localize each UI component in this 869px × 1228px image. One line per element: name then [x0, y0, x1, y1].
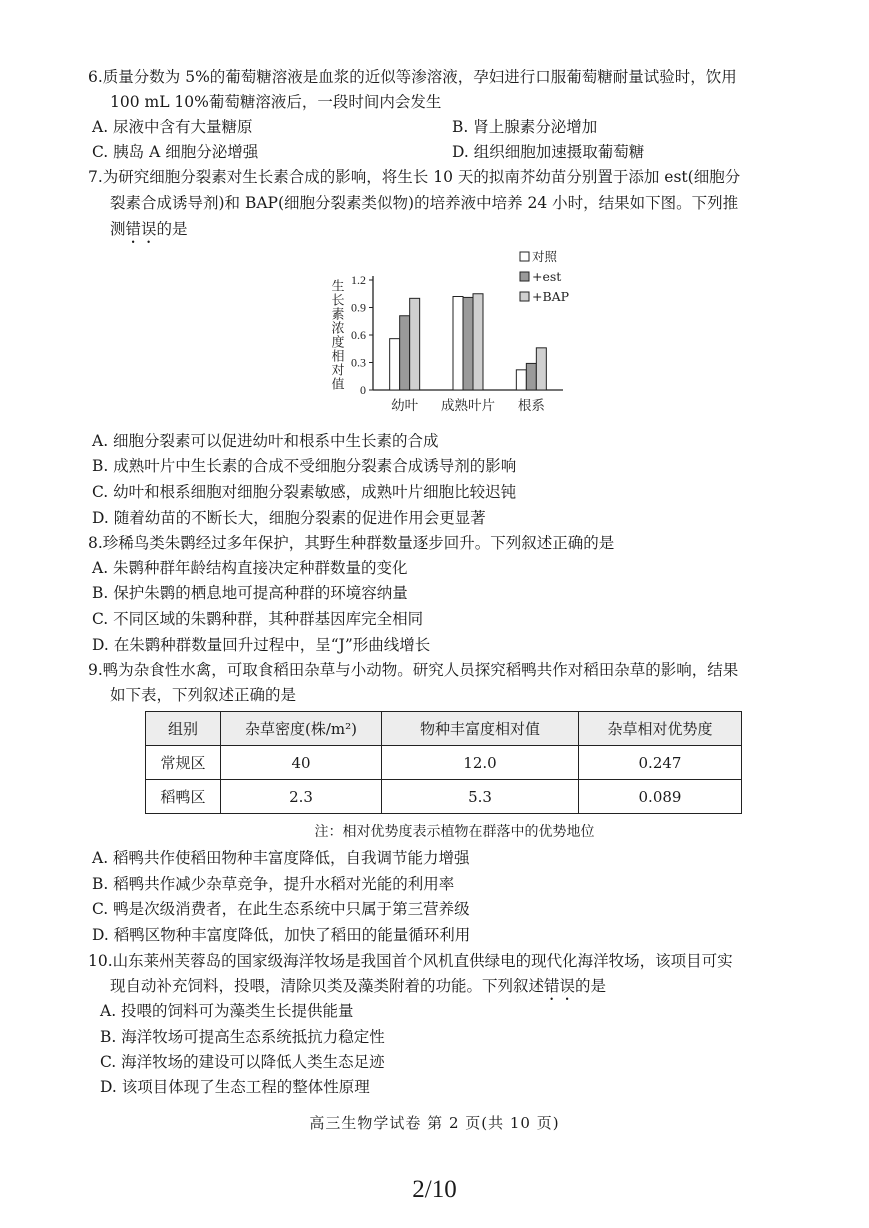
page-number: 2/10 — [412, 1176, 457, 1203]
y-tick-label: 0 — [360, 383, 366, 397]
page-footer: 高三生物学试卷 第 2 页(共 10 页) — [309, 1114, 560, 1132]
table-cell: 12.0 — [382, 746, 579, 780]
x-tick-label: 幼叶 — [391, 398, 419, 414]
q9-option-b[interactable]: B. 稻鸭共作减少杂草竞争，提升水稻对光能的利用率 — [92, 875, 455, 893]
y-tick-label: 1.2 — [351, 273, 366, 287]
q8-option-a[interactable]: A. 朱鹮种群年龄结构直接决定种群数量的变化 — [92, 559, 408, 577]
q7-stem-line1: 7.为研究细胞分裂素对生长素合成的影响，将生长 10 天的拟南芥幼苗分别置于添加 est(细胞分 — [88, 168, 741, 186]
q10-stem-line2: 现自动补充饲料，投喂，清除贝类及藻类附着的功能。下列叙述错误的是 — [110, 977, 607, 995]
bar — [400, 316, 410, 390]
q9-option-d[interactable]: D. 稻鸭区物种丰富度降低，加快了稻田的能量循环利用 — [92, 926, 471, 944]
table-header-cell: 物种丰富度相对值 — [382, 712, 579, 746]
q7-option-b[interactable]: B. 成熟叶片中生长素的合成不受细胞分裂素合成诱导剂的影响 — [92, 457, 517, 475]
bar — [536, 348, 546, 390]
q10-option-c[interactable]: C. 海洋牧场的建设可以降低人类生态足迹 — [100, 1053, 385, 1071]
bar — [390, 339, 400, 390]
q7-stem-line2: 裂素合成诱导剂)和 BAP(细胞分裂素类似物)的培养液中培养 24 小时，结果如下图。下列推 — [110, 194, 739, 212]
table-header-row — [146, 712, 742, 746]
weed-data-table — [145, 711, 742, 814]
table-cell: 5.3 — [382, 780, 579, 814]
legend-swatch — [520, 252, 529, 261]
bar — [463, 297, 473, 390]
table-header-cell: 杂草密度(株/m²) — [221, 712, 382, 746]
q7-option-d[interactable]: D. 随着幼苗的不断长大，细胞分裂素的促进作用会更显著 — [92, 509, 486, 527]
table-cell: 40 — [221, 746, 382, 780]
q9-stem-line2: 如下表，下列叙述正确的是 — [110, 686, 297, 704]
bar — [526, 363, 536, 390]
legend-swatch — [520, 272, 529, 281]
table-cell: 常规区 — [146, 746, 221, 780]
q8-stem: 8.珍稀鸟类朱鹮经过多年保护，其野生种群数量逐步回升。下列叙述正确的是 — [88, 534, 615, 552]
q6-stem-line2: 100 mL 10%葡萄糖溶液后，一段时间内会发生 — [110, 93, 442, 111]
q7-option-c[interactable]: C. 幼叶和根系细胞对细胞分裂素敏感，成熟叶片细胞比较迟钝 — [92, 483, 517, 501]
q7-stem-line3: 测错误的是 — [110, 220, 188, 238]
legend-label: 对照 — [532, 249, 558, 264]
x-tick-label: 根系 — [517, 398, 545, 414]
q6-option-c[interactable]: C. 胰岛 A 细胞分泌增强 — [92, 143, 259, 161]
q6-option-b[interactable]: B. 肾上腺素分泌增加 — [452, 118, 598, 136]
y-tick-label: 0.3 — [351, 355, 366, 370]
q10-option-d[interactable]: D. 该项目体现了生态工程的整体性原理 — [100, 1078, 370, 1096]
q9-option-a[interactable]: A. 稻鸭共作使稻田物种丰富度降低，自我调节能力增强 — [92, 849, 470, 867]
bar — [453, 297, 463, 391]
q7-option-a[interactable]: A. 细胞分裂素可以促进幼叶和根系中生长素的合成 — [92, 432, 439, 450]
auxin-bar-chart — [318, 246, 618, 422]
bar — [410, 298, 420, 390]
y-axis-label: 生长素浓度相对值 — [328, 279, 344, 391]
legend-label: +est — [532, 269, 562, 284]
table-cell: 0.089 — [579, 780, 742, 814]
table-note: 注：相对优势度表示植物在群落中的优势地位 — [314, 824, 595, 840]
x-tick-label: 成熟叶片 — [441, 398, 495, 414]
legend-swatch — [520, 292, 529, 301]
legend-label: +BAP — [532, 289, 570, 304]
y-tick-label: 0.6 — [351, 328, 366, 342]
table-row — [146, 780, 742, 814]
q9-stem-line1: 9.鸭为杂食性水禽，可取食稻田杂草与小动物。研究人员探究稻鸭共作对稻田杂草的影响，结果 — [88, 661, 739, 679]
q8-option-c[interactable]: C. 不同区域的朱鹮种群，其种群基因库完全相同 — [92, 610, 424, 628]
table-cell: 稻鸭区 — [146, 780, 221, 814]
q6-option-a[interactable]: A. 尿液中含有大量糖原 — [92, 118, 253, 136]
q6-stem-line1: 6.质量分数为 5%的葡萄糖溶液是血浆的近似等渗溶液，孕妇进行口服葡萄糖耐量试验时，饮用 — [88, 68, 737, 86]
table-header-cell: 杂草相对优势度 — [579, 712, 742, 746]
q10-option-a[interactable]: A. 投喂的饲料可为藻类生长提供能量 — [100, 1002, 354, 1020]
q6-option-d[interactable]: D. 组织细胞加速摄取葡萄糖 — [452, 143, 645, 161]
bar — [516, 370, 526, 390]
y-tick-label: 0.9 — [351, 300, 366, 315]
table-cell: 2.3 — [221, 780, 382, 814]
q8-option-d[interactable]: D. 在朱鹮种群数量回升过程中，呈“J”形曲线增长 — [92, 636, 431, 654]
q10-option-b[interactable]: B. 海洋牧场可提高生态系统抵抗力稳定性 — [100, 1028, 385, 1046]
table-cell: 0.247 — [579, 746, 742, 780]
q10-stem-line1: 10.山东莱州芙蓉岛的国家级海洋牧场是我国首个风机直供绿电的现代化海洋牧场，该项目可实 — [88, 952, 733, 970]
q9-option-c[interactable]: C. 鸭是次级消费者，在此生态系统中只属于第三营养级 — [92, 900, 470, 918]
q8-option-b[interactable]: B. 保护朱鹮的栖息地可提高种群的环境容纳量 — [92, 584, 408, 602]
bar — [473, 294, 483, 390]
table-row — [146, 746, 742, 780]
table-header-cell: 组别 — [146, 712, 221, 746]
